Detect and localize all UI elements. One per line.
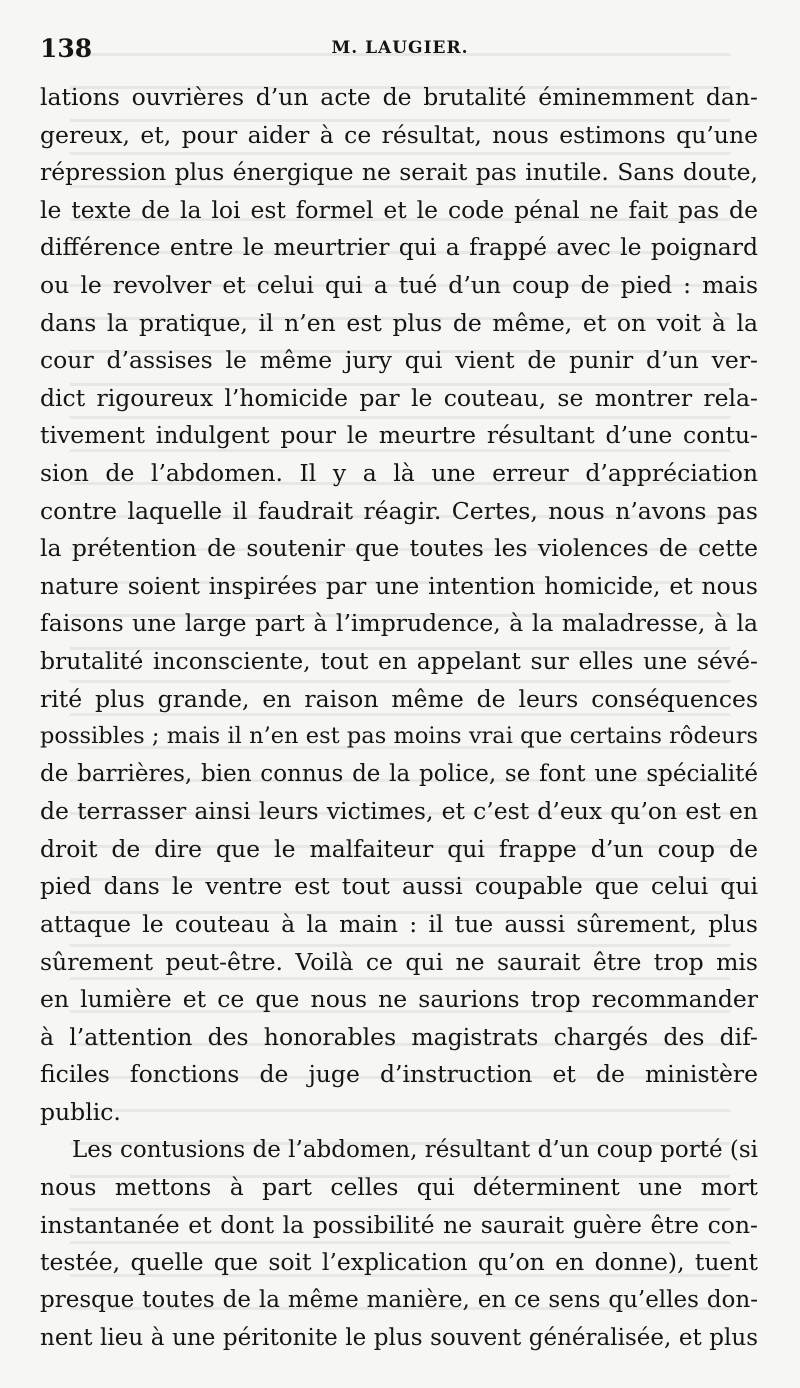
text-line: nent lieu à une péritonite le plus souvent généralisée, et plus xyxy=(40,1324,758,1351)
text-line: instantanée et dont la possibilité ne saurait guère être con- xyxy=(40,1210,758,1239)
running-head xyxy=(40,34,760,64)
text-line: le texte de la loi est formel et le code pénal ne fait pas de xyxy=(40,195,758,224)
text-line: la prétention de soutenir que toutes les violences de cette xyxy=(40,534,758,563)
text-line: en lumière et ce que nous ne saurions trop recommander xyxy=(40,985,758,1014)
text-line: nous mettons à part celles qui déterminent une mort xyxy=(40,1173,758,1202)
text-line: sûrement peut-être. Voilà ce qui ne saurait être trop mis xyxy=(40,947,758,976)
text-line: faisons une large part à l’imprudence, à la maladresse, à la xyxy=(40,609,758,638)
text-line: cour d’assises le même jury qui vient de punir d’un ver- xyxy=(40,346,758,375)
text-line: de barrières, bien connus de la police, se font une spécialité xyxy=(40,760,758,787)
text-line: ou le revolver et celui qui a tué d’un coup de pied : mais xyxy=(40,270,758,299)
text-line: rité plus grande, en raison même de leurs conséquences xyxy=(40,684,758,713)
paragraph-end-line: public. xyxy=(40,1098,121,1127)
text-line: répression plus énergique ne serait pas inutile. Sans doute, xyxy=(40,158,758,187)
text-line: contre laquelle il faudrait réagir. Certes, nous n’avons pas xyxy=(40,496,758,525)
text-line: différence entre le meurtrier qui a frappé avec le poignard xyxy=(40,233,758,262)
text-line: pied dans le ventre est tout aussi coupable que celui qui xyxy=(40,872,758,901)
text-line: attaque le couteau à la main : il tue aussi sûrement, plus xyxy=(40,910,758,939)
text-line: brutalité inconsciente, tout en appelant sur elles une sévé- xyxy=(40,646,758,675)
text-line: droit de dire que le malfaiteur qui frappe d’un coup de xyxy=(40,834,758,863)
text-line: testée, quelle que soit l’explication qu’on en donne), tuent xyxy=(40,1248,758,1277)
text-line: dans la pratique, il n’en est plus de même, et on voit à la xyxy=(40,308,758,337)
body-text xyxy=(40,79,758,1357)
text-line: lations ouvrières d’un acte de brutalité éminemment dan- xyxy=(40,83,758,111)
page-number: 138 xyxy=(40,34,93,63)
text-line: tivement indulgent pour le meurtre résultant d’une contu- xyxy=(40,421,758,450)
text-line: possibles ; mais il n’en est pas moins vrai que certains rôdeurs xyxy=(40,723,758,750)
running-title: M. LAUGIER. xyxy=(331,38,469,58)
text-line: ficiles fonctions de juge d’instruction et de ministère xyxy=(40,1060,758,1089)
text-line: dict rigoureux l’homicide par le couteau, se montrer rela- xyxy=(40,383,758,412)
text-line: presque toutes de la même manière, en ce sens qu’elles don- xyxy=(40,1287,758,1313)
text-line: gereux, et, pour aider à ce résultat, nous estimons qu’une xyxy=(40,120,758,149)
text-line: nature soient inspirées par une intention homicide, et nous xyxy=(40,571,758,600)
text-line: sion de l’abdomen. Il y a là une erreur d’appréciation xyxy=(40,458,758,487)
text-line: de terrasser ainsi leurs victimes, et c’est d’eux qu’on est en xyxy=(40,797,758,826)
paragraph-start-line: Les contusions de l’abdomen, résultant d’un coup porté (si xyxy=(72,1136,758,1163)
text-line: à l’attention des honorables magistrats chargés des dif- xyxy=(40,1022,758,1051)
